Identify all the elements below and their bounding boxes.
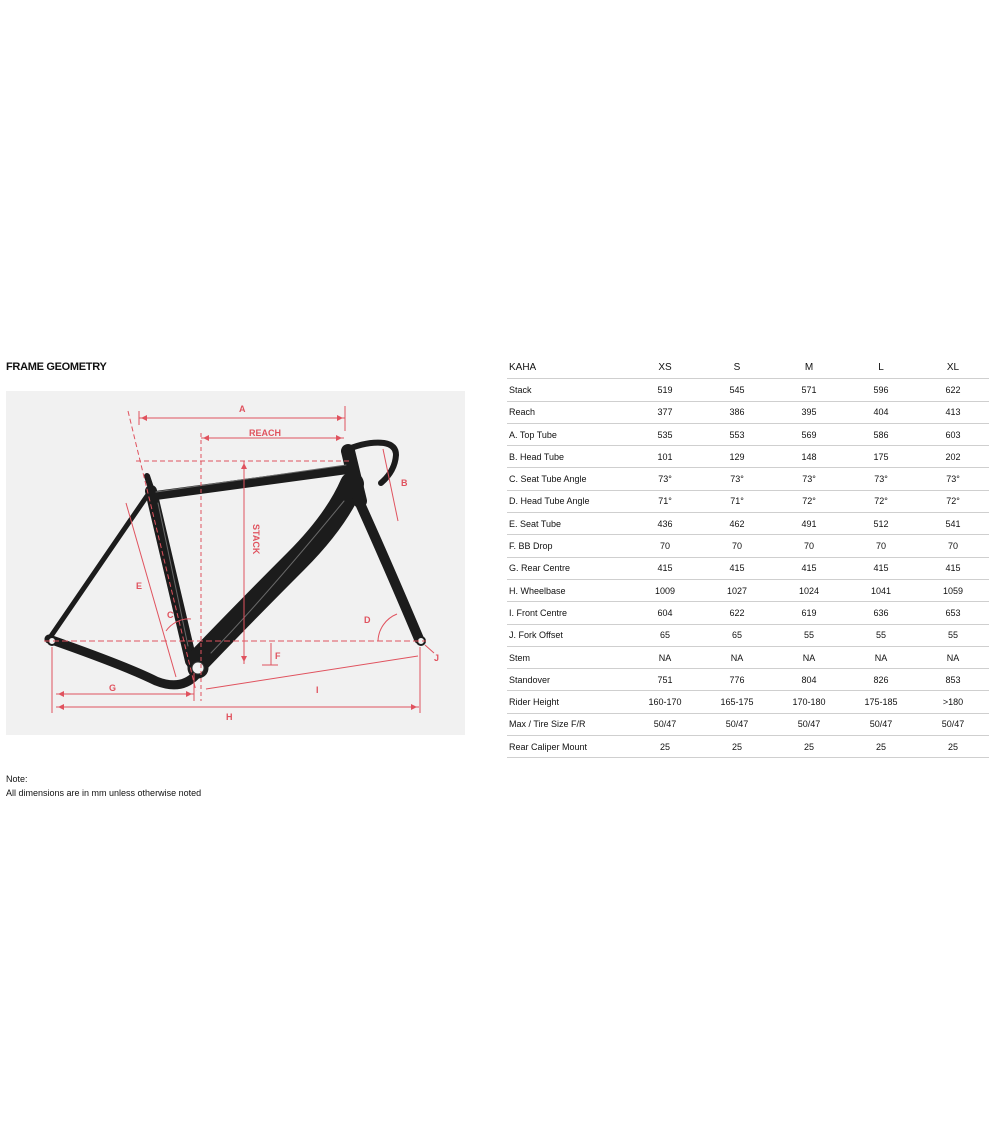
table-row: [507, 379, 989, 401]
table-row: [507, 513, 989, 535]
seat-stay: [49, 496, 147, 639]
table-row: [507, 468, 989, 490]
table-cell: 541: [917, 513, 989, 535]
table-cell: 512: [845, 513, 917, 535]
table-cell: 175: [845, 446, 917, 468]
dim-label-j: J: [434, 653, 440, 663]
table-row: [507, 736, 989, 758]
top-tube: [152, 469, 351, 496]
dim-label-c: C: [167, 610, 174, 620]
table-row: [507, 646, 989, 668]
dim-label-h: H: [226, 712, 233, 722]
row-label: E. Seat Tube: [507, 513, 629, 535]
table-cell: 436: [629, 513, 701, 535]
table-cell: 160-170: [629, 691, 701, 713]
table-cell: 653: [917, 602, 989, 624]
table-cell: 386: [701, 401, 773, 423]
table-cell: 72°: [773, 490, 845, 512]
table-row: [507, 446, 989, 468]
size-header: M: [773, 357, 845, 379]
table-cell: 404: [845, 401, 917, 423]
table-cell: 25: [917, 736, 989, 758]
row-label: G. Rear Centre: [507, 557, 629, 579]
note-text: All dimensions are in mm unless otherwise noted: [6, 788, 202, 798]
table-cell: 73°: [701, 468, 773, 490]
table-row: [507, 557, 989, 579]
chain-stay: [49, 639, 196, 685]
size-header: S: [701, 357, 773, 379]
row-label: Stem: [507, 646, 629, 668]
down-tube: [198, 484, 352, 661]
table-row: [507, 535, 989, 557]
dim-label-g: G: [109, 683, 117, 693]
table-cell: 25: [629, 736, 701, 758]
table-row: [507, 401, 989, 423]
table-cell: 50/47: [701, 713, 773, 735]
table-cell: 596: [845, 379, 917, 401]
table-cell: 50/47: [629, 713, 701, 735]
frame-geometry-heading: FRAME GEOMETRY: [6, 361, 107, 373]
table-cell: 395: [773, 401, 845, 423]
note: [6, 772, 201, 800]
table-cell: 129: [701, 446, 773, 468]
table-cell: NA: [701, 646, 773, 668]
table-cell: 622: [701, 602, 773, 624]
dim-label-f: F: [275, 651, 281, 661]
dim-label-i: I: [316, 685, 319, 695]
row-label: B. Head Tube: [507, 446, 629, 468]
table-cell: 55: [917, 624, 989, 646]
table-cell: 413: [917, 401, 989, 423]
table-cell: 25: [845, 736, 917, 758]
table-cell: 603: [917, 423, 989, 445]
note-title: Note:: [6, 774, 28, 784]
table-cell: 1041: [845, 579, 917, 601]
table-cell: 101: [629, 446, 701, 468]
table-cell: 73°: [773, 468, 845, 490]
table-cell: 636: [845, 602, 917, 624]
table-cell: 826: [845, 669, 917, 691]
table-cell: 519: [629, 379, 701, 401]
frame-geometry-diagram: [6, 391, 465, 735]
table-cell: 72°: [917, 490, 989, 512]
dim-label-reach: REACH: [249, 428, 282, 438]
table-cell: 25: [773, 736, 845, 758]
row-label: A. Top Tube: [507, 423, 629, 445]
row-label: H. Wheelbase: [507, 579, 629, 601]
table-cell: NA: [773, 646, 845, 668]
table-cell: 1009: [629, 579, 701, 601]
table-cell: 202: [917, 446, 989, 468]
table-cell: 553: [701, 423, 773, 445]
table-cell: 751: [629, 669, 701, 691]
table-cell: NA: [917, 646, 989, 668]
row-label: D. Head Tube Angle: [507, 490, 629, 512]
dim-label-e: E: [136, 581, 143, 591]
row-label: Standover: [507, 669, 629, 691]
table-row: [507, 602, 989, 624]
row-label: F. BB Drop: [507, 535, 629, 557]
table-row: [507, 579, 989, 601]
table-cell: 165-175: [701, 691, 773, 713]
table-cell: 462: [701, 513, 773, 535]
row-label: J. Fork Offset: [507, 624, 629, 646]
table-cell: 377: [629, 401, 701, 423]
row-label: Rider Height: [507, 691, 629, 713]
table-cell: 535: [629, 423, 701, 445]
geometry-table: [507, 357, 989, 758]
table-cell: 70: [701, 535, 773, 557]
table-row: [507, 691, 989, 713]
row-label: Stack: [507, 379, 629, 401]
bike-frame-drawing: [6, 391, 465, 735]
row-label: Reach: [507, 401, 629, 423]
table-cell: 170-180: [773, 691, 845, 713]
table-cell: 415: [773, 557, 845, 579]
table-cell: 73°: [917, 468, 989, 490]
table-cell: 73°: [629, 468, 701, 490]
model-name: KAHA: [507, 357, 629, 379]
table-cell: 72°: [845, 490, 917, 512]
table-cell: 622: [917, 379, 989, 401]
table-cell: 148: [773, 446, 845, 468]
row-label: C. Seat Tube Angle: [507, 468, 629, 490]
table-cell: 50/47: [845, 713, 917, 735]
table-cell: 50/47: [917, 713, 989, 735]
table-cell: 70: [845, 535, 917, 557]
table-cell: 415: [917, 557, 989, 579]
table-cell: 70: [629, 535, 701, 557]
dim-label-stack: STACK: [251, 524, 261, 555]
table-cell: 1024: [773, 579, 845, 601]
table-cell: 491: [773, 513, 845, 535]
table-cell: 70: [773, 535, 845, 557]
table-row: [507, 423, 989, 445]
table-cell: 415: [701, 557, 773, 579]
table-cell: 50/47: [773, 713, 845, 735]
table-cell: 586: [845, 423, 917, 445]
table-cell: 569: [773, 423, 845, 445]
seat-tube: [151, 491, 191, 661]
table-header-row: [507, 357, 989, 379]
table-cell: 71°: [701, 490, 773, 512]
row-label: Rear Caliper Mount: [507, 736, 629, 758]
size-header: XL: [917, 357, 989, 379]
dim-label-a: A: [239, 404, 246, 414]
table-cell: >180: [917, 691, 989, 713]
table-row: [507, 669, 989, 691]
table-cell: 65: [701, 624, 773, 646]
row-label: Max / Tire Size F/R: [507, 713, 629, 735]
table-cell: 25: [701, 736, 773, 758]
table-row: [507, 490, 989, 512]
table-cell: 804: [773, 669, 845, 691]
table-cell: 415: [629, 557, 701, 579]
table-cell: 545: [701, 379, 773, 401]
table-cell: 571: [773, 379, 845, 401]
table-row: [507, 624, 989, 646]
table-cell: NA: [629, 646, 701, 668]
dim-label-b: B: [401, 478, 408, 488]
table-cell: 619: [773, 602, 845, 624]
size-header: L: [845, 357, 917, 379]
table-row: [507, 713, 989, 735]
table-cell: 55: [845, 624, 917, 646]
table-cell: 175-185: [845, 691, 917, 713]
table-cell: NA: [845, 646, 917, 668]
table-cell: 55: [773, 624, 845, 646]
dim-label-d: D: [364, 615, 371, 625]
row-label: I. Front Centre: [507, 602, 629, 624]
table-cell: 604: [629, 602, 701, 624]
table-cell: 1059: [917, 579, 989, 601]
table-cell: 70: [917, 535, 989, 557]
table-cell: 776: [701, 669, 773, 691]
table-cell: 73°: [845, 468, 917, 490]
table-cell: 853: [917, 669, 989, 691]
table-cell: 1027: [701, 579, 773, 601]
table-cell: 415: [845, 557, 917, 579]
table-cell: 65: [629, 624, 701, 646]
table-cell: 71°: [629, 490, 701, 512]
size-header: XS: [629, 357, 701, 379]
